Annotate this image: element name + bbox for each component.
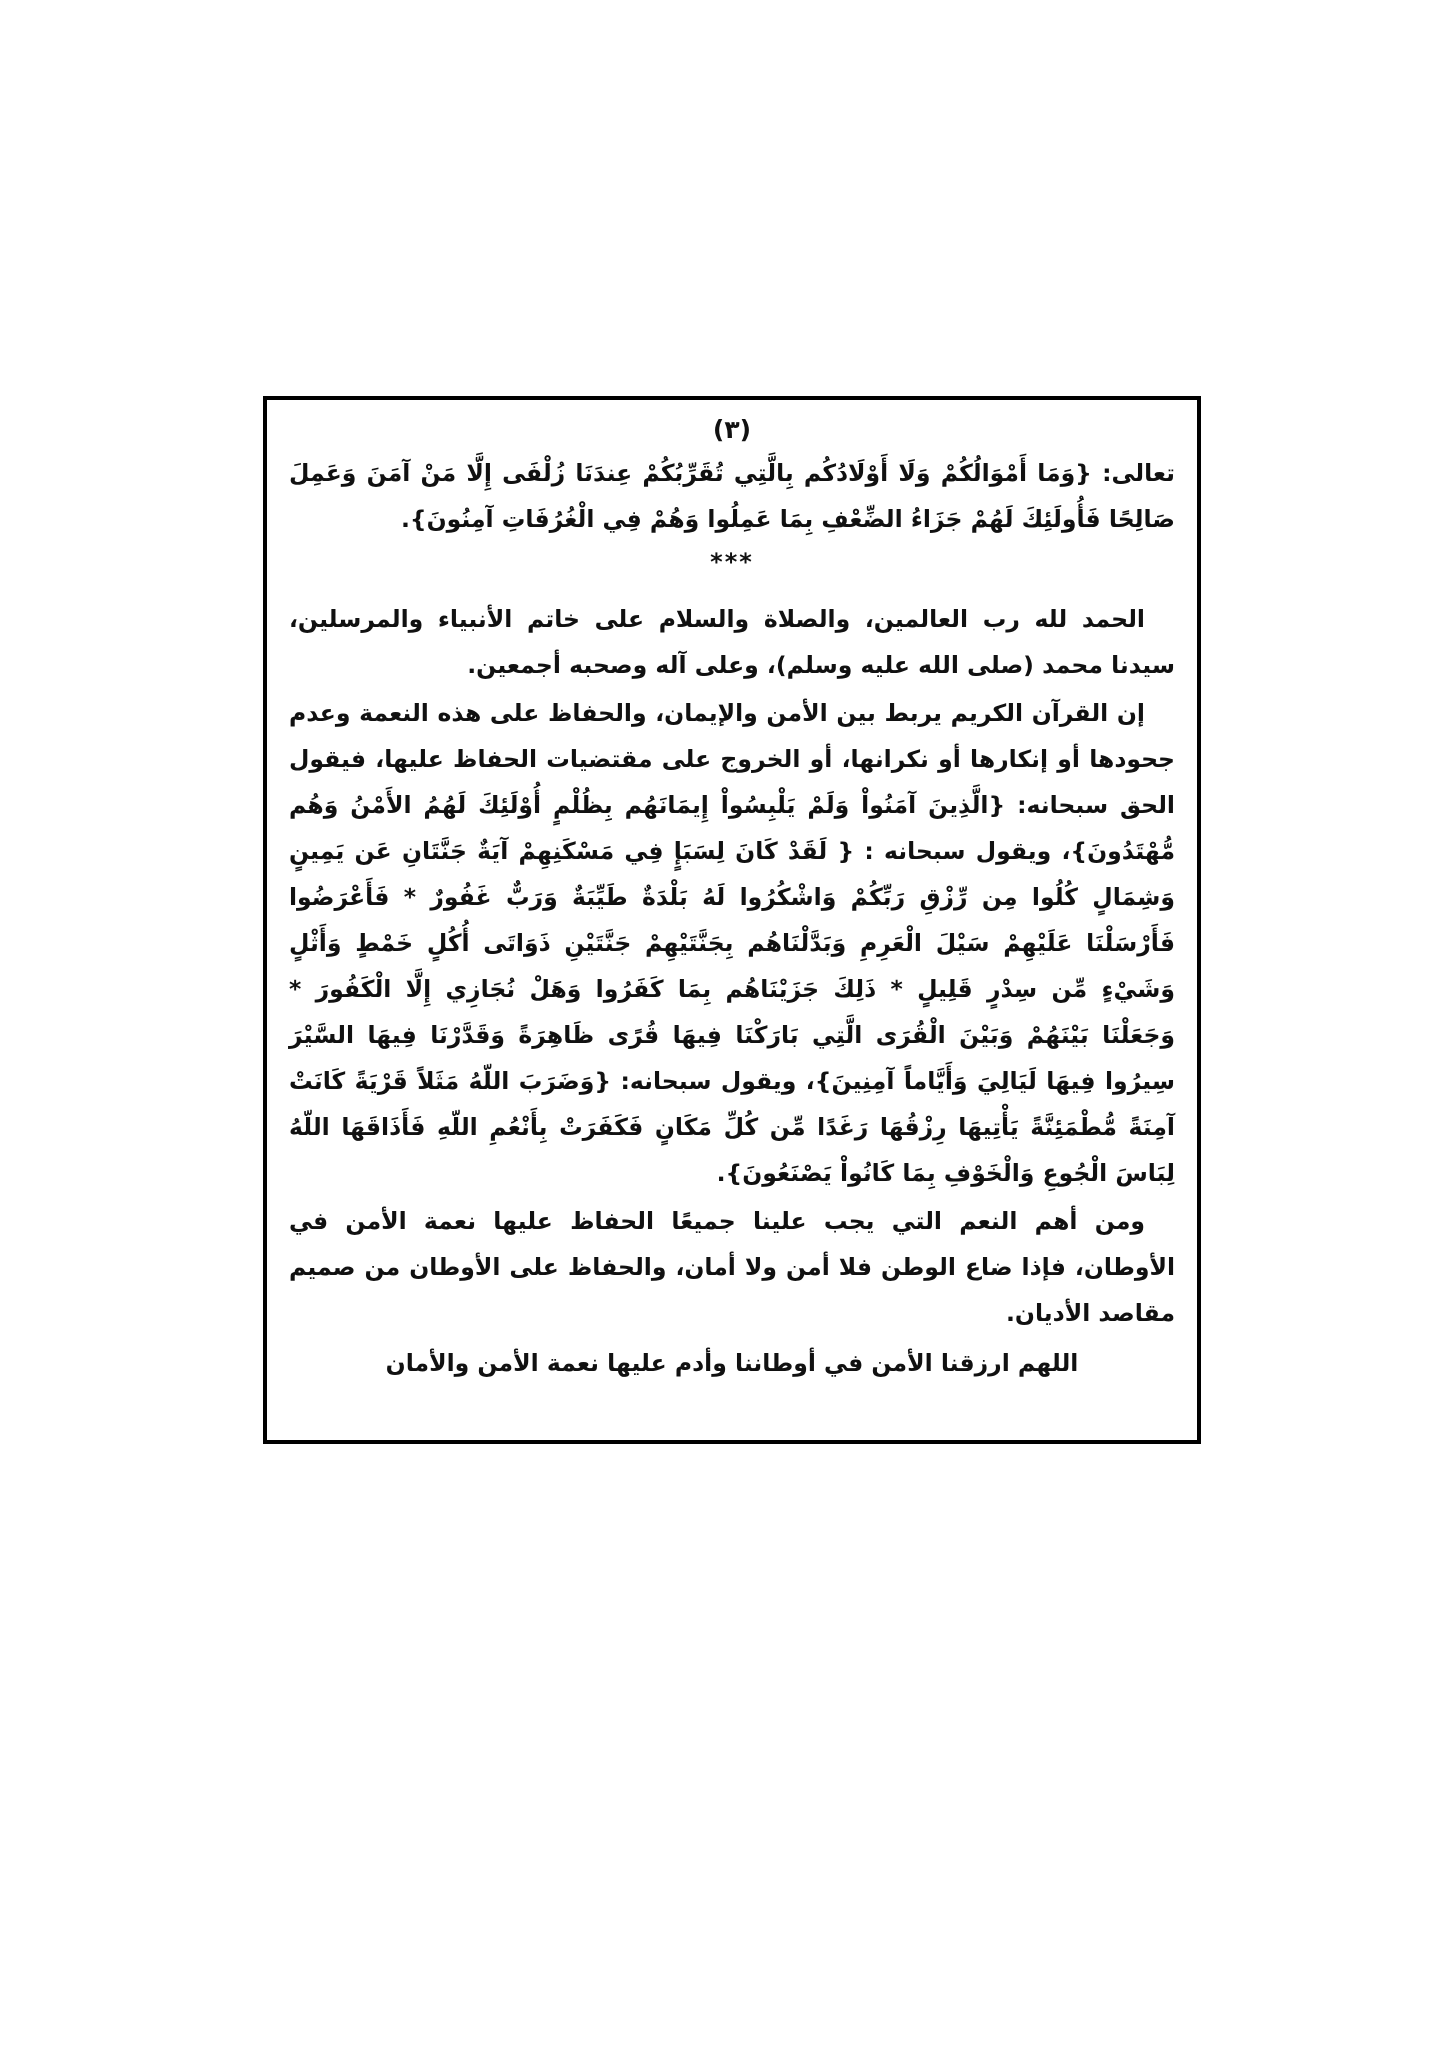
page-content: [289, 412, 1175, 1386]
body-paragraph-security-faith: إن القرآن الكريم يربط بين الأمن والإيمان، والحفاظ على هذه النعمة وعدم جحودها أو إنكارها أو نكرانها، أو الخروج على مقتضيات الحفاظ عليها، فيقول الحق سبحانه: {الَّذِينَ آمَنُواْ وَلَمْ يَلْبِسُواْ إِيمَانَهُم بِظُلْمٍ أُوْلَئِكَ لَهُمُ الأَمْنُ وَهُم مُّهْتَدُونَ}، ويقول سبحانه : { لَقَدْ كَانَ لِسَبَإٍ فِي مَسْكَنِهِمْ آيَةٌ جَنَّتَانِ عَن يَمِينٍ وَشِمَالٍ كُلُوا مِن رِّزْقِ رَبِّكُمْ وَاشْكُرُوا لَهُ بَلْدَةٌ طَيِّبَةٌ وَرَبٌّ غَفُورٌ * فَأَعْرَضُوا فَأَرْسَلْنَا عَلَيْهِمْ سَيْلَ الْعَرِمِ وَبَدَّلْنَاهُم بِجَنَّتَيْهِمْ جَنَّتَيْنِ ذَوَاتَى أُكُلٍ خَمْطٍ وَأَثْلٍ وَشَيْءٍ مِّن سِدْرٍ قَلِيلٍ * ذَلِكَ جَزَيْنَاهُم بِمَا كَفَرُوا وَهَلْ نُجَازِي إِلَّا الْكَفُورَ * وَجَعَلْنَا بَيْنَهُمْ وَبَيْنَ الْقُرَى الَّتِي بَارَكْنَا فِيهَا قُرًى ظَاهِرَةً وَقَدَّرْنَا فِيهَا السَّيْرَ سِيرُوا فِيهَا لَيَالِيَ وَأَيَّاماً آمِنِينَ}، ويقول سبحانه: {وَضَرَبَ اللّهُ مَثَلاً قَرْيَةً كَانَتْ آمِنَةً مُّطْمَئِنَّةً يَأْتِيهَا رِزْقُهَا رَغَدًا مِّن كُلِّ مَكَانٍ فَكَفَرَتْ بِأَنْعُمِ اللّهِ فَأَذَاقَهَا اللّهُ لِبَاسَ الْجُوعِ وَالْخَوْفِ بِمَا كَانُواْ يَصْنَعُونَ}.: [289, 699, 1175, 1187]
body-paragraph-homeland: ومن أهم النعم التي يجب علينا جميعًا الحفاظ عليها نعمة الأمن في الأوطان، فإذا ضاع الوطن فلا أمن ولا أمان، والحفاظ على الأوطان من صميم مقاصد الأديان.: [289, 1207, 1175, 1327]
page-number: (٣): [712, 415, 752, 444]
page-border-frame: [263, 396, 1201, 1444]
section-separator: ***: [710, 548, 754, 576]
intro-verse-paragraph: تعالى: {وَمَا أَمْوَالُكُمْ وَلَا أَوْلَادُكُم بِالَّتِي تُقَرِّبُكُمْ عِندَنَا زُلْفَى إِلَّا مَنْ آمَنَ وَعَمِلَ صَالِحًا فَأُولَئِكَ لَهُمْ جَزَاءُ الضِّعْفِ بِمَا عَمِلُوا وَهُمْ فِي الْغُرُفَاتِ آمِنُونَ}.: [289, 459, 1175, 533]
closing-prayer: اللهم ارزقنا الأمن في أوطاننا وأدم عليها نعمة الأمن والأمان: [385, 1349, 1079, 1377]
praise-paragraph: الحمد لله رب العالمين، والصلاة والسلام على خاتم الأنبياء والمرسلين، سيدنا محمد (صلى الله عليه وسلم)، وعلى آله وصحبه أجمعين.: [289, 605, 1175, 679]
